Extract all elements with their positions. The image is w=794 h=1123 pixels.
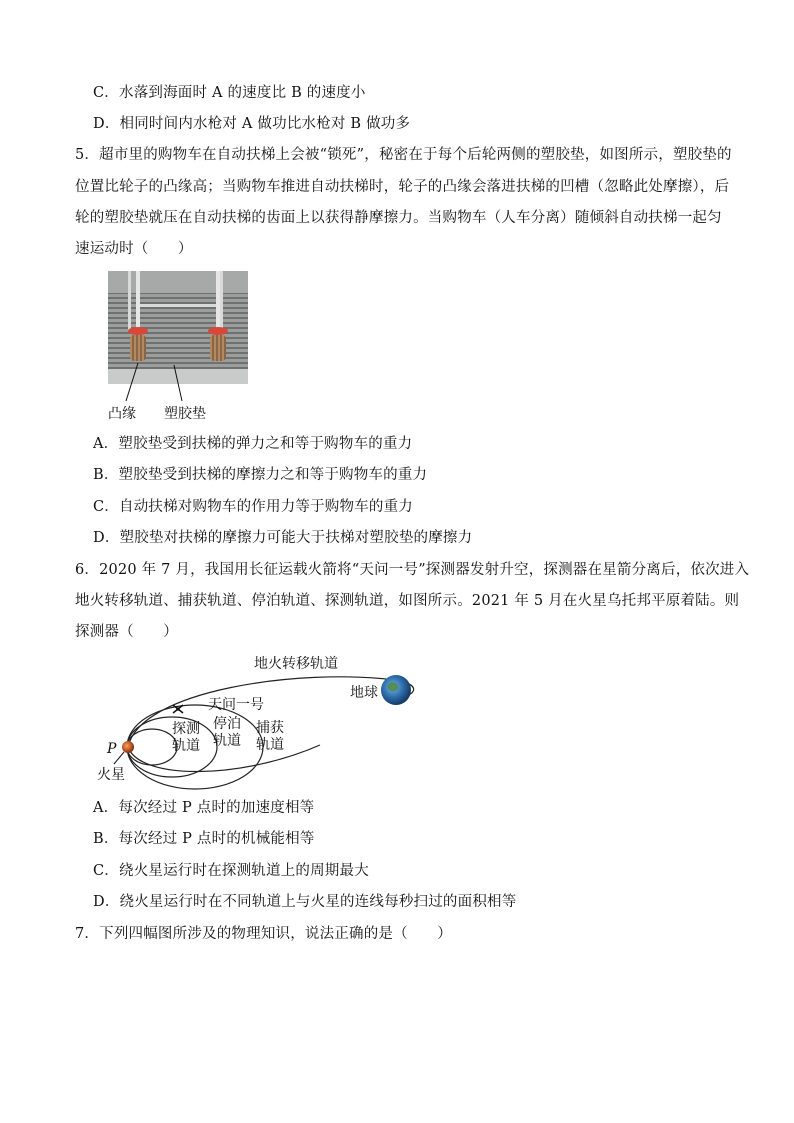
rim-ring-right — [208, 327, 228, 335]
label-rim: 凸缘 — [108, 406, 136, 422]
q4-option-d[interactable]: D．相同时间内水枪对 A 做功比水枪对 B 做功多 — [93, 116, 411, 132]
label-detect-orbit-2: 轨道 — [172, 738, 200, 754]
label-detect-orbit-1: 探测 — [172, 721, 200, 737]
rim-ring-left — [128, 327, 148, 335]
q5-stem-line-1: 5．超市里的购物车在自动扶梯上会被“锁死”，秘密在于每个后轮两侧的塑胶垫，如图所示，塑胶垫的 — [75, 147, 732, 163]
label-transfer-orbit: 地火转移轨道 — [254, 656, 338, 672]
q5-option-b[interactable]: B．塑胶垫受到扶梯的摩擦力之和等于购物车的重力 — [93, 467, 428, 483]
mars-icon — [122, 741, 134, 753]
cart-crossbar — [140, 304, 218, 307]
q5-option-c[interactable]: C．自动扶梯对购物车的作用力等于购物车的重力 — [93, 499, 413, 515]
q5-stem-line-2: 位置比轮子的凸缘高；当购物车推进自动扶梯时，轮子的凸缘会落进扶梯的凹槽（忽略此处摩擦），后 — [75, 179, 730, 195]
cart-leg-left — [136, 271, 140, 329]
q5-option-d[interactable]: D．塑胶垫对扶梯的摩擦力可能大于扶梯对塑胶垫的摩擦力 — [93, 530, 473, 546]
label-mars: 火星 — [97, 767, 125, 783]
detection-orbit — [127, 729, 177, 765]
q6-option-c[interactable]: C．绕火星运行时在探测轨道上的周期最大 — [93, 863, 369, 879]
q4-option-c[interactable]: C．水落到海面时 A 的速度比 B 的速度小 — [93, 85, 366, 101]
label-probe: 天问一号 — [208, 697, 264, 713]
label-capture-orbit-2: 轨道 — [256, 737, 284, 753]
q6-option-a[interactable]: A．每次经过 P 点时的加速度相等 — [93, 800, 315, 816]
cart-frame-right — [220, 271, 223, 331]
label-park-orbit-1: 停泊 — [213, 716, 241, 732]
label-earth: 地球 — [350, 685, 378, 701]
q7-stem-line-1: 7．下列四幅图所涉及的物理知识，说法正确的是（ ） — [75, 926, 452, 942]
photo-pointer-lines — [108, 355, 248, 405]
label-capture-orbit-1: 捕获 — [256, 720, 284, 736]
q5-stem-line-3: 轮的塑胶垫就压在自动扶梯的齿面上以获得静摩擦力。当购物车（人车分离）随倾斜自动扶梯一起匀 — [75, 210, 722, 226]
q6-stem-line-2: 地火转移轨道、捕获轨道、停泊轨道、探测轨道，如图所示。2021 年 5 月在火星乌托邦平原着陆。则 — [75, 593, 740, 609]
q6-option-b[interactable]: B．每次经过 P 点时的机械能相等 — [93, 831, 315, 847]
q5-option-a[interactable]: A．塑胶垫受到扶梯的弹力之和等于购物车的重力 — [93, 436, 413, 452]
q6-option-d[interactable]: D．绕火星运行时在不同轨道上与火星的连线每秒扫过的面积相等 — [93, 894, 517, 910]
q5-stem-line-4: 速运动时（ ） — [75, 241, 193, 257]
label-plastic-pad: 塑胶垫 — [164, 406, 206, 422]
q6-stem-line-1: 6．2020 年 7 月，我国用长征运载火箭将“天问一号”探测器发射升空，探测器在星箭分离后，依次进入 — [75, 562, 750, 578]
cart-frame-left — [128, 271, 131, 331]
label-park-orbit-2: 轨道 — [213, 733, 241, 749]
cart-leg-right — [216, 271, 220, 329]
q6-stem-line-3: 探测器（ ） — [75, 624, 178, 640]
label-point-p: P — [107, 741, 117, 757]
